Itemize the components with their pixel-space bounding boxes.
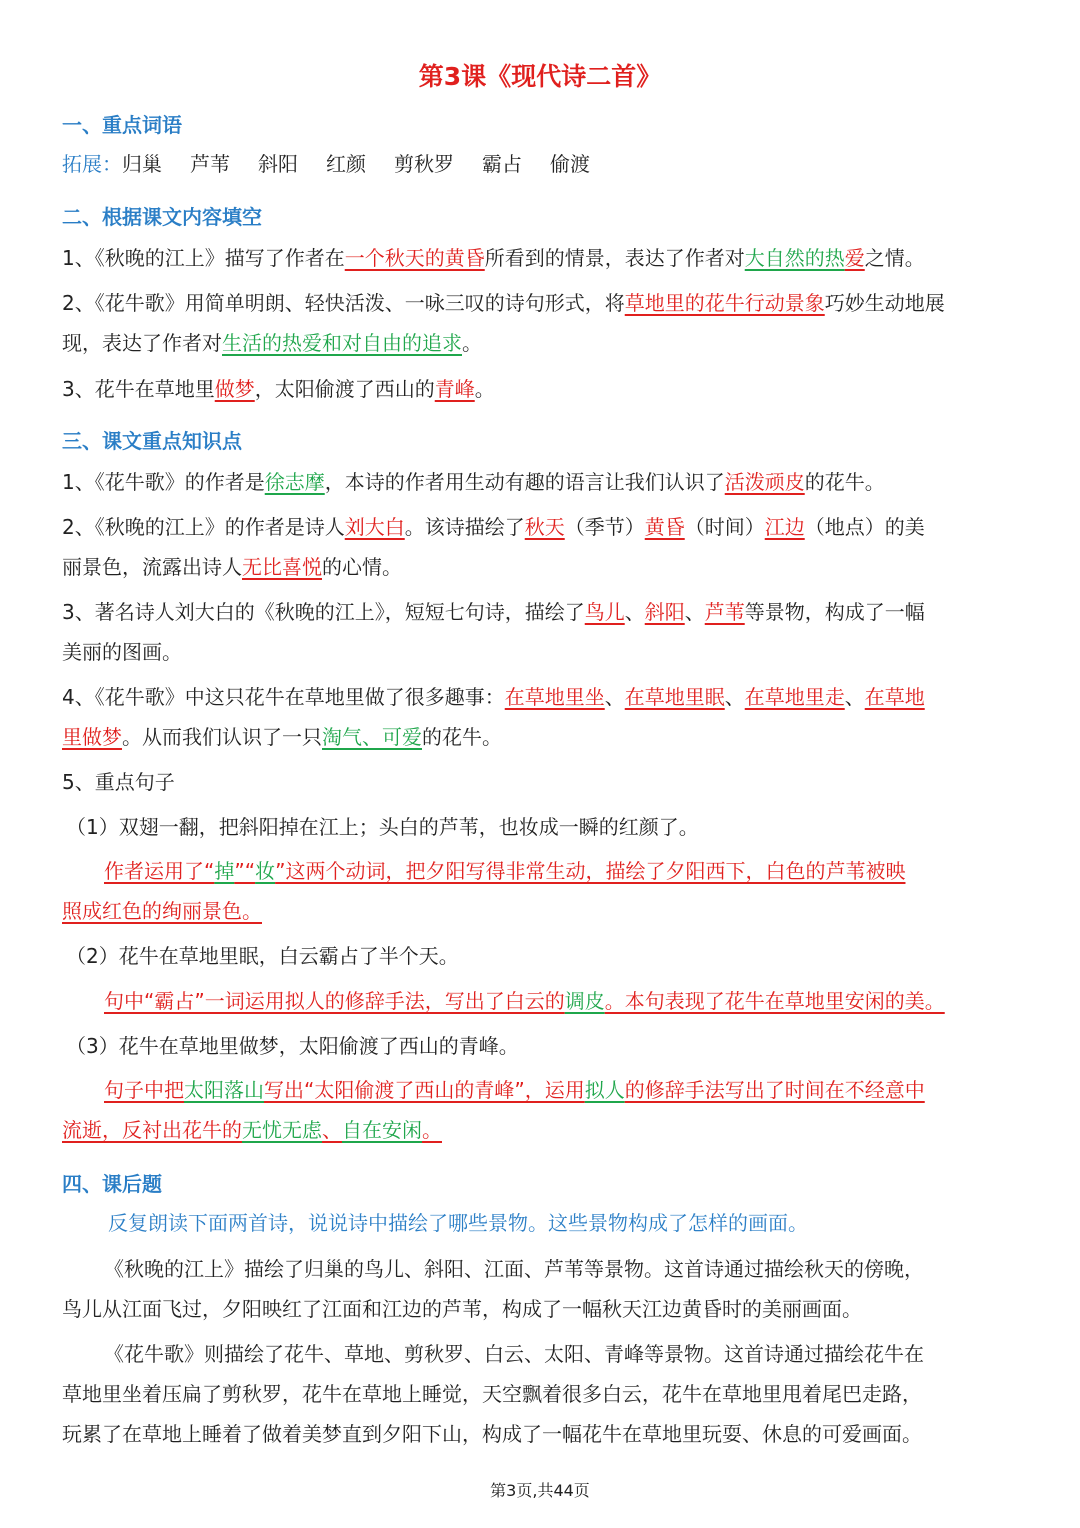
point-3-line2: 美丽的图画。	[62, 640, 182, 664]
page-title: 第3课《现代诗二首》	[418, 62, 662, 91]
answer: 秋天	[524, 515, 565, 539]
point-5: 5、重点句子	[62, 770, 175, 794]
vocab-word: 芦苇	[190, 152, 230, 176]
vocab-word: 红颜	[326, 152, 366, 176]
key-sentence-2-analysis: 句中“霸占”一词运用拟人的修辞手法，写出了白云的调皮。本句表现了花牛在草地里安闲的美。	[104, 989, 945, 1013]
page-number: 第3页,共44页	[490, 1481, 590, 1500]
homework-para2-line1: 《花牛歌》则描绘了花牛、草地、剪秋罗、白云、太阳、青峰等景物。这首诗通过描绘花牛在	[104, 1342, 924, 1366]
vocab-word: 剪秋罗	[394, 152, 454, 176]
point-3-line1: 3、著名诗人刘大白的《秋晚的江上》，短短七句诗，描绘了鸟儿、斜阳、芦苇等景物，构成了一幅	[62, 600, 925, 624]
section-heading-homework: 四、课后题	[62, 1172, 162, 1196]
answer: 爱	[844, 246, 865, 270]
section-heading-fill: 二、根据课文内容填空	[62, 205, 262, 229]
key-sentence-1: （1）双翅一翻，把斜阳掉在江上；头白的芦苇，也妆成一瞬的红颜了。	[66, 815, 699, 839]
answer: 斜阳	[644, 600, 685, 624]
vocab-word: 斜阳	[258, 152, 298, 176]
answer: 里做梦	[62, 725, 122, 749]
key-sentence-3: （3）花牛在草地里做梦，太阳偷渡了西山的青峰。	[66, 1034, 519, 1058]
answer: 鸟儿	[584, 600, 625, 624]
answer: 做梦	[214, 377, 255, 401]
answer: 草地里的花牛行动景象	[624, 291, 825, 315]
point-4-line1: 4、《花牛歌》中这只花牛在草地里做了很多趣事：在草地里坐、在草地里眠、在草地里走、在草地	[62, 685, 925, 709]
answer: 徐志摩	[264, 470, 325, 494]
section-heading-vocab: 一、重点词语	[62, 113, 182, 137]
answer: 无比喜悦	[242, 555, 322, 579]
fill-q1: 1、《秋晚的江上》描写了作者在一个秋天的黄昏所看到的情景，表达了作者对大自然的热爱之情。	[62, 246, 925, 270]
vocab-word: 偷渡	[550, 152, 590, 176]
answer: 江边	[764, 515, 805, 539]
vocab-words	[122, 152, 618, 176]
key-sentence-3-analysis-line1: 句子中把太阳落山写出“太阳偷渡了西山的青峰”，运用拟人的修辞手法写出了时间在不经意中	[104, 1078, 925, 1102]
vocab-line	[62, 144, 1018, 184]
point-2-line2: 丽景色，流露出诗人无比喜悦的心情。	[62, 555, 402, 579]
homework-para1-line1: 《秋晚的江上》描绘了归巢的鸟儿、斜阳、江面、芦苇等景物。这首诗通过描绘秋天的傍晚，	[104, 1257, 924, 1281]
fill-q2-line1: 2、《花牛歌》用简单明朗、轻快活泼、一咏三叹的诗句形式，将草地里的花牛行动景象巧妙生动地展	[62, 291, 945, 315]
fill-q3: 3、花牛在草地里做梦，太阳偷渡了西山的青峰。	[62, 377, 495, 401]
homework-para2-line2: 草地里坐着压扁了剪秋罗，花牛在草地上睡觉，天空飘着很多白云，花牛在草地里甩着尾巴走路，	[62, 1382, 922, 1406]
answer: 大自然的热	[744, 246, 845, 270]
point-4-line2: 里做梦。从而我们认识了一只淘气、可爱的花牛。	[62, 725, 502, 749]
homework-question: 反复朗读下面两首诗，说说诗中描绘了哪些景物。这些景物构成了怎样的画面。	[108, 1211, 808, 1235]
homework-para1-line2: 鸟儿从江面飞过，夕阳映红了江面和江边的芦苇，构成了一幅秋天江边黄昏时的美丽画面。	[62, 1297, 862, 1321]
fill-q2-line2: 现，表达了作者对生活的热爱和对自由的追求。	[62, 331, 482, 355]
key-sentence-3-analysis-line2: 流逝，反衬出花牛的无忧无虑、自在安闲。	[62, 1118, 442, 1142]
answer: 黄昏	[644, 515, 685, 539]
point-1: 1、《花牛歌》的作者是徐志摩，本诗的作者用生动有趣的语言让我们认识了活泼顽皮的花牛。	[62, 470, 885, 494]
answer: 淘气、可爱	[322, 725, 422, 749]
answer: 生活的热爱和对自由的追求	[222, 331, 462, 355]
answer: 青峰	[434, 377, 475, 401]
vocab-word: 霸占	[482, 152, 522, 176]
key-sentence-1-analysis-line2: 照成红色的绚丽景色。	[62, 899, 262, 923]
section-heading-points: 三、课文重点知识点	[62, 429, 242, 453]
key-sentence-1-analysis-line1: 作者运用了“掉”“妆”这两个动词，把夕阳写得非常生动，描绘了夕阳西下，白色的芦苇被映	[104, 859, 906, 883]
key-sentence-2: （2）花牛在草地里眠，白云霸占了半个天。	[66, 944, 459, 968]
homework-para2-line3: 玩累了在草地上睡着了做着美梦直到夕阳下山，构成了一幅花牛在草地里玩耍、休息的可爱画面。	[62, 1422, 922, 1446]
answer: 刘大白	[344, 515, 405, 539]
vocab-label: 拓展：	[62, 152, 122, 176]
vocab-word: 归巢	[122, 152, 162, 176]
answer: 在草地里走	[744, 685, 845, 709]
answer: 在草地里眠	[624, 685, 725, 709]
answer: 活泼顽皮	[724, 470, 805, 494]
answer: 在草地	[864, 685, 925, 709]
answer: 在草地里坐	[504, 685, 605, 709]
answer: 一个秋天的黄昏	[344, 246, 485, 270]
point-2-line1: 2、《秋晚的江上》的作者是诗人刘大白。该诗描绘了秋天（季节）黄昏（时间）江边（地点）的美	[62, 515, 925, 539]
answer: 芦苇	[704, 600, 745, 624]
